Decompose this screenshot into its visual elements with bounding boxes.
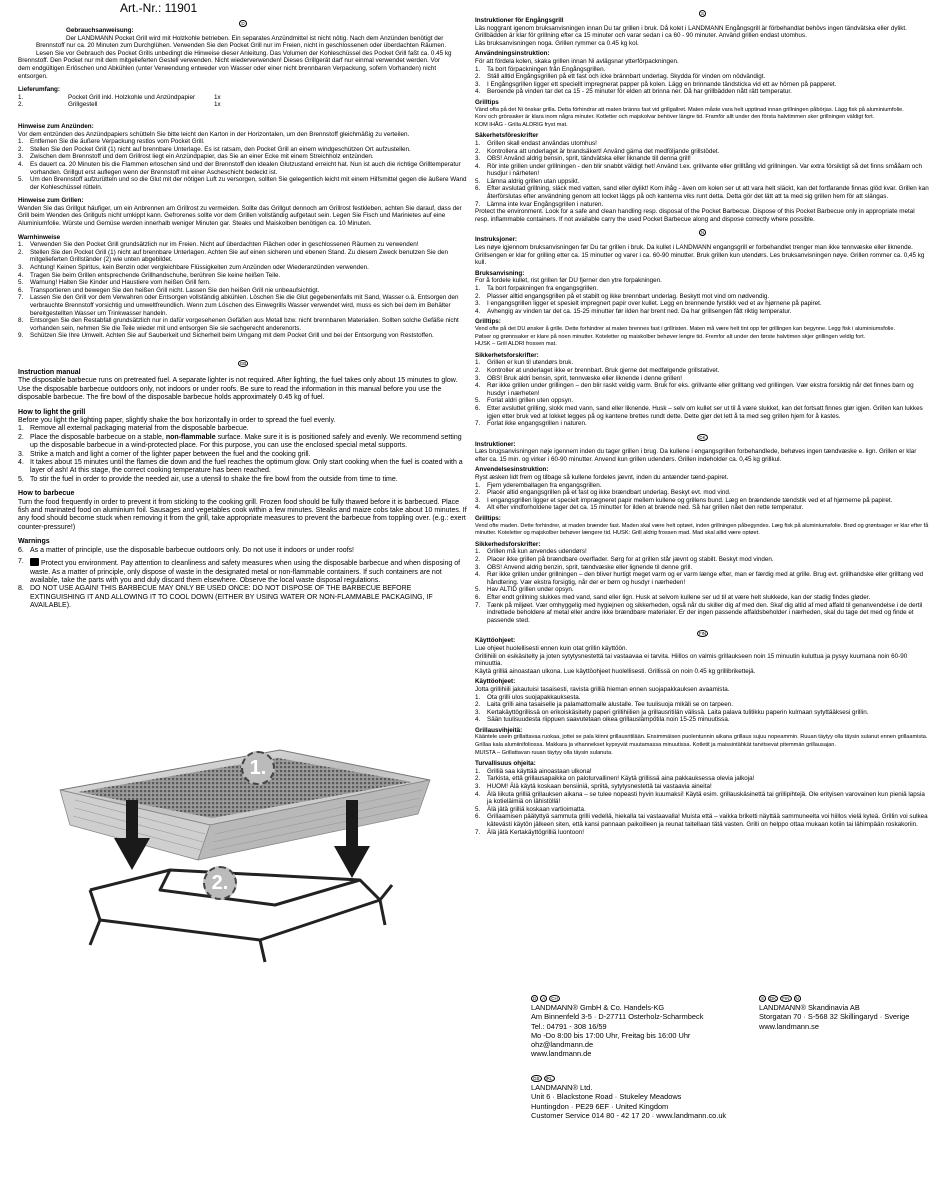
- website-link[interactable]: www.landmann.se: [759, 1021, 819, 1031]
- list-item: 4. It takes about 15 minutes until the flames die down and the fuel reaches the optimum glow. Only start cooking when the fuel is coated with a layer of ash! At this stage, the correct cooking temperature has been reached.: [18, 459, 463, 475]
- list-item: 4. Rör inte grillen under grillningen - den blir snabbt väldigt het! Använd t.ex. grillvante eller grilltång vid grillningen. Var extra försiktigt så det finns smååarn och husdjur i närheten!: [475, 162, 922, 178]
- list-item: 2. Ställ alltid Engångsgrillen på ett fast och icke brännbart underlag. Skydda för vinden om nödvändigt.: [475, 73, 766, 81]
- list-item: 3. OBS! Anvend aldrig benzin, sprit, tændvæske eller lignende til denne grill.: [475, 563, 693, 571]
- s-env-text: Protect the environment. Look for a safe and clean handling resp. disposal of the Pocket Barbecue. Dispose of this Pocket Barbecue only in appropriate metal resp. inflammable containers. If not available carry the used Pocket Barbecue along and dispose correctly where possible.: [475, 208, 915, 223]
- list-item: 3. OBS! Bruk aldri bensin, sprit, tennvæske eller liknende i denne grillen!: [475, 374, 682, 382]
- list-item: 2. Stellen Sie den Pocket Grill (1) nicht auf brennbare Unterlagen. Achten Sie auf einen sicheren und ebenen Stand. Zu diesem Zweck benutzen Sie den mitgelieferten Grillständer (2) wie unten abgebildet.: [18, 248, 448, 264]
- list-item: 2. Kontroller at underlaget ikke er brennbart. Bruk gjerne det medfølgende grillstativet.: [475, 366, 720, 374]
- list-item: 3. HUOM! Älä käytä koskaan bensiiniä, spriitä, sytytysnestettä tai vastaavia aineita!: [475, 783, 712, 791]
- gb-warn-title: Warnings: [18, 538, 50, 546]
- part-label-2: 2.: [203, 866, 237, 900]
- country-badge: D: [533, 996, 537, 1001]
- country-badge: IRL: [545, 1076, 553, 1081]
- list-item: 8. Entsorgen Sie den Restabfall grundsätzlich nur in dafür vorgesehenen Gefäßen aus Metall bzw. nicht brennbaren Materialien. Sollten solche Gefäße nicht vorhanden sein, nehmen Sie die Teile wieder mit und entsorgen Sie sie sachgerecht anderenorts.: [18, 317, 459, 332]
- list-item: 2. Stellen Sie den Pocket Grill (1) nicht auf brennbare Unterlage. Es ist ratsam, den Pocket Grill an einem windgeschützen Ort aufzustellen.: [18, 145, 411, 153]
- list-item: 5. To stir the fuel in order to provide the needed air, use a utensil to shake the fire bowl from the outside from time to time.: [18, 475, 398, 483]
- list-item: 1. Grillen er kun til utendørs bruk.: [475, 359, 574, 367]
- email-link[interactable]: ohz@landmann.de: [531, 1040, 594, 1050]
- list-item: 3. Achtung! Keinen Spiritus, kein Benzin oder vergleichbare Flüssigkeiten zum Anzünden oder Wiederanzünden verwenden.: [18, 264, 369, 272]
- list-item: 4. Sään tuulisuudesta riippuen saavutetaan oikea grillauslämpötila noin 15-25 minuutissa.: [475, 716, 730, 724]
- list-item: 2. Placer ikke grillen på brændbare overflader. Sørg for at grillen står jævnt og stabilt. Beskyt mod vinden.: [475, 556, 774, 563]
- s-title: Instruktioner för Engångsgrill: [475, 17, 564, 24]
- grill-illustration: [20, 730, 460, 970]
- list-item: 3. I Engångsgrillen ligger ett speciellt impregnerat papper på kolen. Lägg en brinnande tändsticka vid ett av hörnen på papperet.: [475, 80, 837, 88]
- list-item: 1. Ta bort förpackningen från Engångsgrillen.: [475, 65, 606, 73]
- list-item: 2. Kontrollera att underlaget är brandsäkert! Använd gärna det medföljande grillstödet.: [475, 147, 720, 155]
- list-item: 2. Laita grilli aina tasaiselle ja palamattomalle alustalle. Tee tuulisuoja mikäli se on tarpeen.: [475, 701, 733, 709]
- de-scope-item: 2. Grillgestell 1x: [18, 101, 221, 109]
- country-badge: CH: [551, 996, 558, 1001]
- country-badge: N: [795, 996, 799, 1001]
- list-item: 7. Lämna inte kvar Engångsgrillen i naturen.: [475, 200, 604, 208]
- list-item: 5. Forlat aldri grillen uten oppsyn.: [475, 397, 574, 405]
- lang-badge-gb: GB: [239, 360, 247, 366]
- list-item: 9. Schützen Sie Ihre Umwelt. Achten Sie auf Sauberkeit und Sicherheit beim Umgang mit dem Pocket Grill und bei der Entsorgung von Reststoffen.: [18, 332, 434, 340]
- lang-badge-dk: DK: [699, 434, 706, 440]
- article-number: Art.-Nr.: 11901: [120, 1, 198, 15]
- list-item: 3. Zwischen dem Brennstoff und dem Grillrost liegt ein Anzündpapier, das Sie an einer Ecke mit einem Streichholz entzünden.: [18, 153, 374, 161]
- list-item: 6. Transportieren und bewegen Sie den heißen Grill nicht. Lassen Sie den heißen Grill nie unbeaufsichtigt.: [18, 286, 320, 294]
- list-item: 7. Forlat ikke engangsgrillen i naturen.: [475, 420, 587, 428]
- list-item: 4. Avhengig av vinden tar det ca. 15-25 minutter før ilden har brent ned. Da har grillsengen fått riktig temperatur.: [475, 307, 792, 315]
- list-item: 1. Fjern yderemballagen fra engangsgrillen.: [475, 481, 602, 489]
- list-item: 2. Tarkista, että grillausapaikka on paloturvallinen! Käytä grillissä aina pakkauksessa olevia jalkoja!: [475, 775, 755, 783]
- list-item: 8. DO NOT USE AGAIN! THIS BARBECUE MAY ONLY BE USED ONCE: DO NOT DISPOSE OF THE BARBECUE BEFORE EXTINGUISHING IT AND ALLOWING IT TO COOL DOWN (EITHER BY USING WATER OR NON-FLAMMABLE PACKAGING, IF AVAILABLE).: [18, 585, 433, 610]
- list-item: 3. I engangsgrillen ligger et specielt imprægneret papir mellem kullene og grillens bund. Læg en brændende tændstik ved et af hjørnerne på papiret.: [475, 496, 893, 504]
- list-item: 4. Es dauert ca. 20 Minuten bis die Flammen erloschen sind und der Brennstoff den idealen Glutzustand erreicht hat. Nun ist auch die richtige Grilltemperatur vorhanden. Grillgut erst auflegen wenn der Brennstoff mit einer Ascheschicht bedeckt ist.: [18, 160, 461, 176]
- de-warn-title: Warnhinweise: [18, 233, 61, 241]
- list-item: 6. Efter avslutad grillning, släck med vatten, sand eller dylikt! Kom ihåg - även om kolen ser ut att vara helt släckt, kan det fortfarande finnas glöd kvar. Grillen kan återförslutas efter användning genom att locket läggs på och kanterna viks runt detta. Detta gör det lätt att ta med sig grillen hem för att slängas.: [475, 185, 929, 201]
- gb-light-title: How to light the grill: [18, 408, 86, 416]
- list-item: 5. Lämna aldrig grillen utan uppsikt.: [475, 177, 580, 185]
- list-item: 4. Rør ikke grillen under grillningen – den bliver hurtigt meget varm og er varm længe efter, man er færdig med at grille. Brug evt. grillhandske eller grilltang ved håndtering. Vær ekstra forsigtig, når der er børn og husdyr i nærheden!: [475, 571, 924, 586]
- list-item: 7. Tænk på miljøet. Vær omhyggelig med hygiejnen og sikkerheden, også når du skiller dig af med den. Skaf dig altid af med affald til genanvendelse i de dertil indrettede beholdere af metal eller andre ikke brændbare materialer. Er der ingen passende affaldsbeholder i nærheden, skal du tage det med og finde et passende sted.: [475, 601, 923, 624]
- address-gb: GB IRL LANDMANN® Ltd. Unit 6 · Blackstone Road · Stukeley Meadows Huntingdon · PE29 6EF · United Kingdom Customer Service 014 80 - 42 17 20 · www.landmann.co.uk: [531, 1076, 727, 1120]
- right-column: S Instruktioner för Engångsgrill Läs noggrant igenom bruksanvisningen innan Du tar grillen i bruk. Då kolet i LANDMANN Engångsgrill är förbehandlat behövs ingen tändvätska eller dylikt. Grillbädden är klar för grillning efter ca 15 minuter och varar sedan i ca 60 - 90 minuter. Använd grillen endast utomhus. Läs bruksanvisningen noga. Grillen rymmer ca 0.45 kg kol. Användningsinstruktion: För att fördela kolen, skaka grillen innan Ni avlägsnar ytterförpackningen. 1. Ta bort förpackningen från Engångsgrillen. 2. Ställ alltid Engångsgrillen på ett fast och icke brännbart underlag. Skydda för vinden om nödvändigt. 3. I Engångsgrillen ligger ett speciellt impregnerat papper på kolen. Lägg en brinnande tändsticka vid ett av hörnen på papperet. 4. Beroende på vinden tar det ca 15 - 25 minuter för elden att brinna ner. Då har grillbädden nått rätt temperatur. Grilltips Vänd ofta på det Ni önskar grilla. Detta förhindrar att maten bränns fast vid grillgallret. Maten måste vara helt upptinad innan grillningen påbörjas. Lägg fisk på aluminiumfolie. Korv och grönsaker är klara inom några minuter. Kotletter och majskolvar behöver längre tid. Framför allt under den första halvtimmen sker grillningen väldigt fort. KOM IHÅG - Grilla ALDRIG fryst mat. Säkerhetsföreskrifter 1. Grillen skall endast användas utomhus! 2. Kontrollera att underlaget är brandsäkert! Använd gärna det medföljande grillstödet. 3. OBS! Använd aldrig bensin, sprit, tändvätska eller liknande till denna grill! 4. Rör inte grillen under grillningen - den blir snabbt väldigt het! Använd t.ex. grillvante eller grilltång vid grillningen. Var extra försiktigt så det finns smååarn och husdjur i närheten! 5. Lämna aldrig grillen utan uppsikt. 6. Efter avslutad grillning, släck med vatten, sand eller dylikt! Kom ihåg - även om kolen ser ut att vara helt släckt, kan det fortfarande finnas glöd kvar. Grillen kan återförslutas efter användning genom att locket läggs på och kanterna viks runt detta. Detta gör det lätt att ta med sig grillen hem för att slängas. 7. Lämna inte kvar Engångsgrillen i naturen. Protect the environment. Look for a safe and clean handling resp. disposal of the Pocket Barbecue. Dispose of this Pocket Barbecue only in appropriate metal resp. inflammable containers. If not available carry the used Pocket Barbecue along and dispose correctly where possible. N Instruksjoner: Les nøye igjennom bruksanvisningen før Du tar grillen i bruk. Da kullet i LANDMANN engangsgrill er forbehandlet trenger man ikke tennvæske eller liknende. Grillsengen er klar for grilling etter ca. 15 minutter og varer i ca. 60-90 minutter. Bruk grillen kun utendørs. Les bruksanvisningen nøye. Grillen rommer ca. 0,45 kg kull. Bruksanvisning: For å fordele kullet, rist grillen før DU fjerner den ytre forpakningen. 1. Ta bort forpakningen fra engangsgrillen. 2. Plasser alltid engangsgrillen på et stabilt og ikke brennbart underlag. Beskytt mot vind om nødvendig. 3. I engangsgrillen ligger et spesielt impregnert papir over kullet. Legg en brennende fyrstikk ved et av hjørnene på papiret. 4. Avhengig av vinden tar det ca. 15-25 minutter før ilden har brent ned. Da har grillsengen fått riktig temperatur. Grilltips: Vend ofte på det DU ønsker å grille. Dette forhindrer at maten brennes fast i grillristen. Maten må være helt tint opp før grillingen kan begynne. Legg fisk i aluminiumsfolie. Pølser og grønnsaker er klare på noen minutter. Koteletter og maiskolber behøver lengre tid. Fremfor alt under den første halvtimen skjer grillingen veldig fort. HUSK – Grill ALDRI frossen mat. Sikkerhetsforskrifter: 1. Grillen er kun til utendørs bruk. 2. Kontroller at underlaget ikke er brennbart. Bruk gjerne det medfølgende grillstativet. 3. OBS! Bruk aldri bensin, sprit, tennvæske eller liknende i denne grillen! 4. Rør ikke grillen under grillingen – den blir raskt veldig varm. Bruk for eks. grillvante eller grilltang ved grillingen. Vær ekstra forsiktig når det finnes barn og husdyr i nærheten! 5. Forlat aldri grillen uten oppsyn. 6. Etter avsluttet grilling, slokk med vann, sand eller liknende. Husk – selv om kullet ser ut til å være slukket, kan det fortsatt finnes glør igjen. Grillen kan lukkes igjen etter bruk ved at lokket legges på og kantene brettes rundt dette. Dette gjør det lett å ta med seg grillen hjem for å kastes. 7. Forlat ikke engangsgrillen i naturen. DK Instruktioner: Læs brugsanvisningen nøje igennem inden du tager grillen i brug. Da kullene i engangsgrillen forbehandlede, behøves ingen tændvæske e. lign. Grillen er klar efter ca. 15 min. og virker i 60-90 minutter. Anvend kun grillen udendørs. Grillen indeholder ca. 0,45 kg grillkul. Anvendelsesinstruktion: Ryst æsken lidt frem og tilbage så kullene fordeles jævnt, inden du antænder tænd-papiret. 1. Fjern yderemballagen fra engangsgrillen. 2. Placér altid engangsgrillen på et fast og ikke brændbart underlag. Beskyt evt. mod vind. 3. I engangsgrillen ligger et specielt imprægneret papir mellem kullene og grillens bund. Læg en brændende tændstik ved et af hjørnerne på papiret. 4. Alt efter vindforholdene tager det ca. 15 minutter for ilden at brænde ned. Så har grillen nået den rette temperatur. Grilltips: Vend ofte maden. Dette forhindrer, at maden brænder fast. Maden skal være helt optøet, inden grillningen påbegyndes. Læg fisk på aluminiumsfolie. Brød og grøntsager er klar efter få minutter. Koteletter og majskolber behøver længere tid. HUSK: Grill aldrig frossen mad. Mad skal altid være optøet. Sikkerhedsforskrifter: 1. Grillen må kun anvendes udendørs! 2. Placer ikke grillen på brændbare overflader. Sørg for at grillen står jævnt og stabilt. Beskyt mod vinden. 3. OBS! Anvend aldrig benzin, sprit, tændvæske eller lignende til denne grill. 4. Rør ikke grillen under grillningen – den bliver hurtigt meget varm og er varm længe efter, man er færdig med at grille. Brug evt. grillhandske eller grilltang ved håndtering. Vær ekstra forsigtig, når der er børn og husdyr i nærheden! 5. Hav ALTID grillen under opsyn. 6. Efter endt grillning slukkes med vand, sand eller lign. Husk at selvom kullene ser ud til at være helt slukkede, kan der stadig findes gløder. 7. Tænk på miljøet. Vær omhyggelig med hygiejnen og sikkerheden, også når du skiller dig af med den. Skaf dig altid af med affald til genanvendelse i de dertil indrettede beholdere af metal eller andre ikke brændbare materialer. Er der ingen passende affaldsbeholder i nærheden, skal du tage det med og finde et passende sted. FIN Käyttöohjeet: Lue ohjeet huolellisesti ennen kuin otat grillin käyttöön. Grillihiili on esikäsitelty ja joten sytytysnestettä tai vastaavaa ei tarvita. Hiillos on valmis grillaukseen noin 15 minuutin kuluttua ja pysyy kuumana noin 60-90 minuuttia. Käytä grilliä ainoastaan ulkona. Lue käyttöohjeet huolellisesti. Grillissä on noin 0.45 kg grillibrikettejä. Käyttöohjeet: Jotta grillihiili jakautuisi tasaisesti, ravista grilliä hieman ennen suojapakkauksen avaamista. 1. Ota grilli ulos suojapakkauksesta. 2. Laita grilli aina tasaiselle ja palamattomalle alustalle. Tee tuulisuoja mikäli se on tarpeen. 3. Kertakäyttögrillissä on erikoiskäsitelty paperi grillihiilien ja grillausritilän välissä. Laita palava tulitikku paperin kulmaan sytyttääksesi grillin. 4. Sään tuulisuudesta riippuen saavutetaan oikea grillauslämpötila noin 15-25 minuutissa. Grillausvihjeitä: Kääntele usein grillattavaa ruokaa, jottei se pala kiinni grillausritilään. Ensimmäisen puolentunnin aikana grillaus sujuu nopeammin. Ruuan täytyy olla täysin sulanut ennen grillaamista. Grillaa kala alumiinifoliossa. Makkara ja vihannekset kypsyvät muutamassa minuutissa. Kotletit ja maissintähkät tarvitsevat pitemmän grillausajan. MUISTA – Grillattavan ruuan täytyy olla täysin sulanuta. Turvallisuus ohjeita: 1. Grilliä saa käyttää ainoastaan ulkona! 2. Tarkista, että grillausapaikka on paloturvallinen! Käytä grillissä aina pakkauksessa olevia jalkoja! 3. HUOM! Älä käytä koskaan bensiiniä, spriitä, sytytysnestettä tai vastaavia aineita! 4. Älä liikuta grilliä grillauksen aikana – se tulee nopeasti hyvin kuumaksi! Käytä esim. grillauskäsinettä tai grillipihtejä. Ole erityisen varovainen kun pieniä lapsia ja kotieläimiä on lähistöllä! 5. Älä jätä grilliä koskaan vartioimatta. 6. Grillaamisen päätyttyä sammuta grilli vedellä, hiekalla tai vastaavalla! Muista että – vaikka briketti näyttää sammuneelta voi hiillos vielä kyteä. Grillin voi sulkea kätevästi käytön jälkeen siten, että kansi pannaan paikoilleen ja reunat taitellaan tätä vasten. Grilli on helppo ottaa mukaan kotiin tai lähimpään roskakoriin. 7. Älä jätä Kertakäyttögrilliä luontoon!: [475, 11, 929, 836]
- de-scope-item: 1. Pocket Grill inkl. Holzkohle und Anzündpapier 1x: [18, 93, 221, 101]
- de-light-intro: Vor dem entzünden des Anzündpapiers schütteln Sie bitte leicht den Karton in der Horizontalen, um den Brennstoff gleichmäßig zu verteilen.: [18, 130, 410, 138]
- list-item: 3. I engangsgrillen ligger et spesielt impregnert papir over kullet. Legg en brennende fyrstikk ved et av hjørnene på papiret.: [475, 300, 822, 308]
- gb-bbq-title: How to barbecue: [18, 490, 75, 498]
- country-badge: S: [761, 996, 765, 1001]
- lang-badge-n: N: [700, 230, 705, 236]
- gb-intro: The disposable barbecue runs on pretreated fuel. A separate lighter is not required. After lighting, the fuel takes only about 15 minutes to glow. Use the disposable barbecue outdoors only, not indoors or under roofs. Be sure to read the information in this manual before you use the disposable barbecue. The fire bowl of the disposable barbecue holds approximately 0.45 kg of fuel.: [18, 377, 458, 402]
- list-item: 6. As a matter of principle, use the disposable barbecue outdoors only. Do not use it indoors or under roofs!: [18, 546, 354, 554]
- address-se: S DK FIN N LANDMANN® Skandinavia AB Storgatan 70 · S-568 32 Skillingaryd · Sverige www.landmann.se: [759, 996, 910, 1031]
- lang-badge-fin: FIN: [698, 631, 707, 637]
- list-item: 6. Etter avsluttet grilling, slokk med vann, sand eller liknende. Husk – selv om kullet ser ut til å være slukket, kan det fortsatt finnes glør igjen. Grillen kan lukkes igjen etter bruk ved at lokket legges på og kantene brettes rundt dette. Dette gjør det lett å ta med seg grillen hjem for å kastes.: [475, 404, 923, 420]
- list-item: 2. Plasser alltid engangsgrillen på et stabilt og ikke brennbart underlag. Beskytt mot vind om nødvendig.: [475, 292, 770, 300]
- list-item: 2. Place the disposable barbecue on a stable, non-flammable surface. Make sure it is is positioned safely and evenly. We recommend setting up the disposable barbecue in a wind-protected place. For this purpose, you can use the enclosed special metal supports.: [18, 433, 462, 450]
- list-item: 5. Hav ALTID grillen under opsyn.: [475, 586, 574, 594]
- list-item: 1. Entfernen Sie die äußere Verpackung restlos vom Pocket Grill.: [18, 138, 205, 146]
- list-item: 4. Tragen Sie beim Grillen entsprechende Grillhandschuhe, berühren Sie keine heißen Teile.: [18, 271, 281, 279]
- de-light-title: Hinweise zum Anzünden:: [18, 122, 94, 130]
- gb-light-intro: Before you light the lighting paper, slightly shake the box horizontally in order to spread the fuel evenly.: [18, 417, 336, 424]
- de-intro: Der LANDMANN Pocket Grill wird mit Holzkohle betrieben. Ein separates Anzündmittel ist nicht nötig. Nach dem Anzünden benötigt der Brennstoff nur ca. 20 Minuten zum Durchglühen. Verwenden Sie den Pocket Grill nur im Freien, nicht in geschlossenen oder überdachten Räumen. Lesen Sie vor Gebrauch des Pocket Grills unbedingt die Hinweise dieser Anleitung. Das Volumen der Kohleschüssel des Pocket Grill faßt ca. 0.45 kg Brennstoff. Den Pocket nur mit dem mitgelieferten Gestell verwenden. Nicht wiederverwenden! Dieses Grillgerät darf nur einmal verwendet werden. Vor dem endgültigen Erlöschen und Abkühlen (unter Verwendung entweder von Wasser oder einer nicht brennbaren Verpackung, sofern Vorhanden) nicht entsorgen.: [18, 34, 452, 80]
- left-column: [18, 20, 468, 611]
- list-item: 6. Efter endt grillning slukkes med vand, sand eller lign. Husk at selvom kullene ser ud til at være helt slukkede, kan der stadig findes gløder.: [475, 593, 871, 601]
- list-item: 5. Um den Brennstoff aufzurütteln und so die Glut mit der nötigen Luft zu versorgen, sollten Sie gelegentlich leicht mit einem Hilfsmittel gegen die äußere Wand der Kohleschüssel rütteln.: [18, 176, 467, 191]
- website-link[interactable]: www.landmann.de: [531, 1049, 592, 1059]
- de-grill-text: Wenden Sie das Grillgut häufiger, um ein Anbrennen am Grillrost zu vermeiden. Sollte das Grillgut dennoch am Grillrost festkleben, achten Sie darauf, dass der Grill beim Wenden des Grillguts nicht umkippt kann. Gefrorenes sollte vor dem Grillen vollständig aufgetaut sein. Legen Sie Fisch und Marinietes auf eine Aluminiumfolie. Würste und Gemüse werden innerhalb weniger Minuten gar. Steaks und Maiskolben benötigen ca. 10 Minuten.: [18, 204, 462, 228]
- address-de: D A CH LANDMANN® GmbH & Co. Handels-KG Am Binnenfeld 3-5 · D-27711 Osterholz-Scharmbeck Tel.: 04791 - 308 16/59 Mo -Do 8:00 bis 17:00 Uhr, Freitag bis 16:00 Uhr ohz@landmann.de www.landmann.de: [531, 996, 704, 1059]
- list-item: 1. Remove all external packaging material from the disposable barbecue.: [18, 425, 249, 433]
- country-badge: FIN: [782, 996, 790, 1001]
- list-item: 1. Grillen skall endast användas utomhus!: [475, 139, 597, 147]
- country-badge: A: [542, 996, 546, 1001]
- list-item: 1. Ota grilli ulos suojapakkauksesta.: [475, 693, 581, 701]
- list-item: 3. OBS! Använd aldrig bensin, sprit, tändvätska eller liknande till denna grill!: [475, 155, 691, 163]
- list-item: 7. Lassen Sie den Grill vor dem Verwahren oder Entsorgen vollständig abkühlen. Löschen Sie die Glut gegebenenfalls mit Sand, Wasser o.ä. Entsorgen den verbrauchte Brennstoff vorsichtig und umweltfreundlich. Wenn zum Löschen des Einwegrills Wasser verwendet wird, muss es sich bei dem im Behälter bereitgestellten Wasser um Trinkwasser handeln.: [18, 294, 459, 317]
- de-grill-title: Hinweise zum Grillen:: [18, 197, 84, 205]
- list-item: 3. Strike a match and light a corner of the lighter paper between the fuel and the cooking grill.: [18, 450, 311, 458]
- list-item: 4. Rør ikke grillen under grillingen – den blir raskt veldig varm. Bruk for eks. grillvante eller grilltang ved grillingen. Vær ekstra forsiktig når det finnes barn og husdyr i nærheten!: [475, 382, 914, 397]
- list-item: 1. Grilliä saa käyttää ainoastaan ulkona!: [475, 767, 592, 775]
- part-label-1: 1.: [241, 751, 275, 785]
- list-item: 4. Beroende på vinden tar det ca 15 - 25 minuter för elden att brinna ner. Då har grillbädden nått rätt temperatur.: [475, 88, 792, 96]
- list-item: 4. Älä liikuta grilliä grillauksen aikana – se tulee nopeasti hyvin kuumaksi! Käytä esim. grillauskäsinettä tai grillipihtejä. Ole erityisen varovainen kun pieniä lapsia ja kotieläimiä on lähistöllä!: [475, 790, 925, 806]
- list-item: 5. Älä jätä grilliä koskaan vartioimatta.: [475, 805, 586, 813]
- de-title: Gebrauchsanweisung:: [66, 27, 134, 34]
- country-badge: GB: [533, 1076, 540, 1081]
- list-item: 6. Grillaamisen päätyttyä sammuta grilli vedellä, hiekalla tai vastaavalla! Muista että – vaikka briketti näyttää sammuneelta voi hiillos vielä kyteä. Grillin voi sulkea kätevästi käytön jälkeen siten, että kansi pannaan paikoilleen ja reunat taitellaan tätä vasten. Grilli on helppo ottaa mukaan kotiin tai lähimpään roskakoriin.: [475, 813, 928, 828]
- country-badge: DK: [770, 996, 777, 1001]
- list-item: 7. Protect you environment. Pay attention to cleanliness and safety measures when using the disposable barbecue and when disposing of waste. As a matter of principle, only dispose of waste in the designated metal or non-flammable containers. If such containers are not available, take the parts with you and duly discard them elsewhere. Observe the local waste disposal regulations.: [18, 558, 461, 584]
- list-item: 1. Grillen må kun anvendes udendørs!: [475, 548, 587, 556]
- recycle-icon: [30, 558, 39, 566]
- list-item: 5. Warnung! Halten Sie Kinder und Haustiere vom heißen Grill fern.: [18, 279, 211, 287]
- list-item: 1. Ta bort forpakningen fra engangsgrillen.: [475, 285, 598, 292]
- de-scope-title: Lieferumfang:: [18, 86, 60, 94]
- grill-stand: [90, 870, 392, 962]
- list-item: 7. Älä jätä Kertakäyttögrilliä luontoon!: [475, 828, 584, 836]
- list-item: 3. Kertakäyttögrillissä on erikoiskäsitelty paperi grillihiilien ja grillausritilän välissä. Laita palava tulitikku paperin kulmaan sytyttääksesi grillin.: [475, 708, 869, 716]
- list-item: 4. Alt efter vindforholdene tager det ca. 15 minutter for ilden at brænde ned. Så har grillen nået den rette temperatur.: [475, 504, 804, 512]
- lang-badge-de: D: [241, 21, 245, 26]
- list-item: 1. Verwenden Sie den Pocket Grill grundsätzlich nur im Freien. Nicht auf überdachten Flächen oder in geschlossenen Räumen zu verwenden!: [18, 241, 419, 249]
- gb-title: Instruction manual: [18, 368, 81, 376]
- gb-bbq-text: Turn the food frequently in order to prevent it from sticking to the cooking grill. Frozen food should be fully thawed before it is barbecued. Place fish and marinated food on aluminium foil. Sausages and vegetables cook within a few minutes. Steaks and maize cobs take about 10 minutes. If any food should become stuck when removing it from the grill, take appropriate measures to prevent the barbecue from toppling over. (e.g.: exert counter-pressure!): [18, 498, 467, 531]
- list-item: 2. Placér altid engangsgrillen på et fast og ikke brændbart underlag. Beskyt evt. mod vind.: [475, 489, 731, 497]
- lang-badge-s: S: [700, 11, 704, 16]
